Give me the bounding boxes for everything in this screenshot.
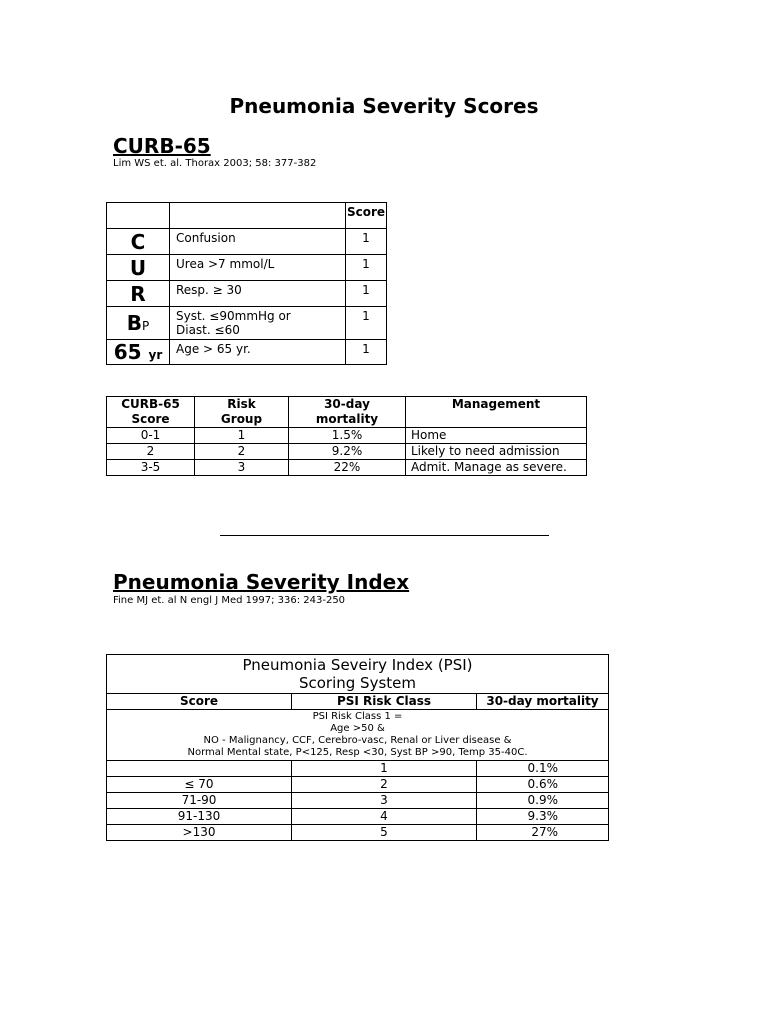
criterion-score: 1 (346, 307, 387, 340)
mortality-col-header (289, 397, 406, 428)
table-row (107, 825, 609, 841)
note-row (107, 710, 609, 761)
management-col-header: Management (406, 397, 587, 428)
curb-criteria-table (106, 202, 387, 365)
risk-class-cell: 3 (292, 793, 477, 809)
header-line: CURB-65 (121, 397, 180, 411)
score-cell: 0-1 (107, 428, 195, 444)
risk-class-cell: 4 (292, 809, 477, 825)
criterion-desc (170, 307, 346, 340)
criterion-desc: Resp. ≥ 30 (170, 281, 346, 307)
table-row (107, 761, 609, 777)
table-row (107, 229, 387, 255)
criterion-letter (107, 340, 170, 365)
header-line: Score (131, 412, 170, 426)
mortality-cell: 0.1% (477, 761, 609, 777)
table-row (107, 460, 587, 476)
mortality-cell: 0.6% (477, 777, 609, 793)
note-line: NO - Malignancy, CCF, Cerebro-vasc, Renal or Liver disease & (203, 735, 512, 746)
table-row (107, 255, 387, 281)
letter-main: B (126, 311, 142, 335)
desc-line-2: Diast. ≤60 (176, 323, 240, 337)
criterion-score: 1 (346, 340, 387, 365)
criterion-score: 1 (346, 229, 387, 255)
psi-table-title (107, 655, 609, 694)
header-line: 30-day (324, 397, 370, 411)
management-cell: Home (406, 428, 587, 444)
score-cell: 91-130 (107, 809, 292, 825)
criterion-desc: Age > 65 yr. (170, 340, 346, 365)
curb-citation: Lim WS et. al. Thorax 2003; 58: 377-382 (113, 158, 317, 169)
score-cell (107, 761, 292, 777)
score-cell: 3-5 (107, 460, 195, 476)
score-cell: ≤ 70 (107, 777, 292, 793)
group-cell: 3 (195, 460, 289, 476)
criterion-letter: R (107, 281, 170, 307)
criterion-desc: Urea >7 mmol/L (170, 255, 346, 281)
psi-citation: Fine MJ et. al N engl J Med 1997; 336: 243-250 (113, 595, 346, 606)
table-row (107, 281, 387, 307)
table-title-row (107, 655, 609, 694)
curb-heading: CURB-65 (113, 134, 211, 158)
score-header: Score (346, 203, 387, 229)
desc-line-1: Syst. ≤90mmHg or (176, 309, 291, 323)
table-row (107, 444, 587, 460)
risk-class-col-header: PSI Risk Class (292, 694, 477, 710)
header-line: Group (220, 412, 263, 426)
class1-note (107, 710, 609, 761)
table-header-row (107, 397, 587, 428)
score-cell: >130 (107, 825, 292, 841)
criterion-desc: Confusion (170, 229, 346, 255)
score-cell: 71-90 (107, 793, 292, 809)
criterion-letter: U (107, 255, 170, 281)
title-line: Pneumonia Seveiry Index (PSI) (242, 656, 473, 674)
empty-cell (107, 203, 170, 229)
letter-main: 65 (113, 340, 142, 364)
table-row (107, 307, 387, 340)
page-title: Pneumonia Severity Scores (229, 94, 539, 118)
group-col-header (195, 397, 289, 428)
note-line: PSI Risk Class 1 = (312, 711, 403, 722)
psi-heading: Pneumonia Severity Index (113, 570, 410, 594)
table-row (107, 793, 609, 809)
title-line: Scoring System (298, 674, 416, 692)
score-col-header: Score (107, 694, 292, 710)
criterion-letter (107, 307, 170, 340)
criterion-score: 1 (346, 255, 387, 281)
header-line: Risk (227, 397, 256, 411)
management-cell: Admit. Manage as severe. (406, 460, 587, 476)
note-line: Age >50 & (330, 723, 385, 734)
group-cell: 2 (195, 444, 289, 460)
mortality-cell: 22% (289, 460, 406, 476)
criterion-score: 1 (346, 281, 387, 307)
mortality-cell: 1.5% (289, 428, 406, 444)
empty-cell (170, 203, 346, 229)
mortality-cell: 0.9% (477, 793, 609, 809)
management-cell: Likely to need admission (406, 444, 587, 460)
criterion-letter: C (107, 229, 170, 255)
letter-suffix: yr (148, 348, 163, 362)
table-header-row (107, 694, 609, 710)
mortality-cell: 9.2% (289, 444, 406, 460)
risk-class-cell: 5 (292, 825, 477, 841)
table-row (107, 203, 387, 229)
mortality-col-header: 30-day mortality (477, 694, 609, 710)
psi-table (106, 654, 609, 841)
mortality-cell: 9.3% (477, 809, 609, 825)
group-cell: 1 (195, 428, 289, 444)
note-line: Normal Mental state, P<125, Resp <30, Syst BP >90, Temp 35-40C. (187, 747, 528, 758)
table-row (107, 428, 587, 444)
table-row (107, 340, 387, 365)
risk-class-cell: 1 (292, 761, 477, 777)
section-divider (220, 535, 549, 536)
table-row (107, 809, 609, 825)
risk-class-cell: 2 (292, 777, 477, 793)
letter-suffix: P (142, 319, 150, 333)
risk-group-table (106, 396, 587, 476)
table-row (107, 777, 609, 793)
mortality-cell: 27% (477, 825, 609, 841)
score-cell: 2 (107, 444, 195, 460)
score-col-header (107, 397, 195, 428)
header-line: mortality (315, 412, 379, 426)
